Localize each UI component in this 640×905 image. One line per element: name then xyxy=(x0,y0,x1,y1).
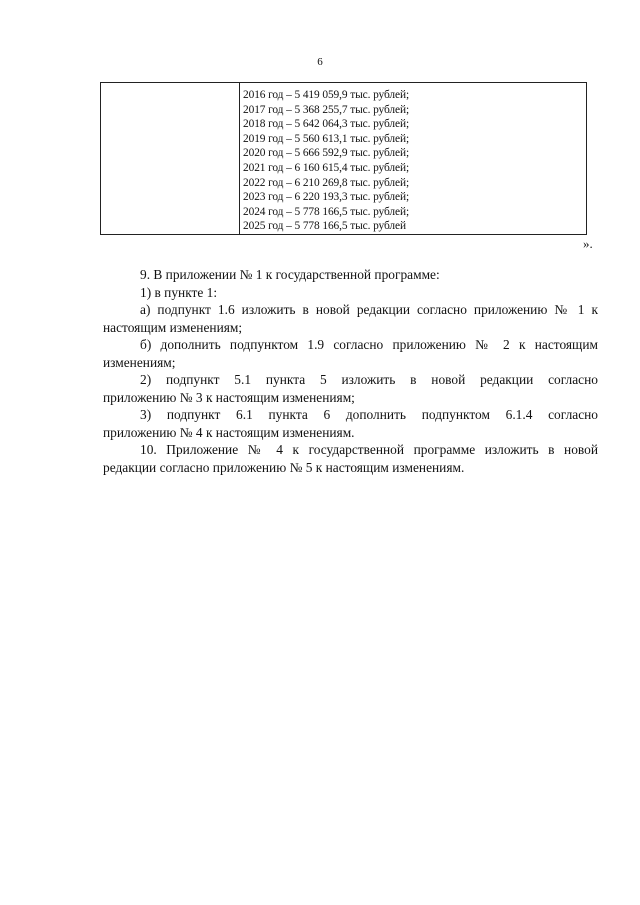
item-9-2-line-1: 2) подпункт 5.1 пункта 5 изложить в новой редакции согласно xyxy=(140,372,598,387)
item-9-1-b xyxy=(103,336,598,371)
funding-year-line: 2021 год – 6 160 615,4 тыс. рублей; xyxy=(243,161,410,174)
amendment-text xyxy=(103,266,598,476)
funding-year-line: 2019 год – 5 560 613,1 тыс. рублей; xyxy=(243,132,410,145)
funding-table-values-cell xyxy=(243,88,582,234)
item-9-2 xyxy=(103,371,598,406)
item-9-1-a-line-2: настоящим изменениям; xyxy=(103,319,243,335)
item-10-line-1: 10. Приложение № 4 к государственной программе изложить в новой xyxy=(140,442,598,457)
item-9-heading: 9. В приложении № 1 к государственной программе: xyxy=(140,267,440,282)
funding-year-line: 2020 год – 5 666 592,9 тыс. рублей; xyxy=(243,147,410,160)
funding-table-label-cell xyxy=(101,83,240,234)
item-9-2-line-2: приложению № 3 к настоящим изменениям; xyxy=(103,389,355,405)
funding-year-line: 2018 год – 5 642 064,3 тыс. рублей; xyxy=(243,118,410,131)
funding-year-line: 2023 год – 6 220 193,3 тыс. рублей; xyxy=(243,191,410,204)
funding-table xyxy=(100,82,587,235)
item-9-1-a-line-1: а) подпункт 1.6 изложить в новой редакции согласно приложению № 1 к xyxy=(140,302,598,317)
closing-quote: ». xyxy=(583,236,593,251)
item-9-1-b-line-1: б) дополнить подпунктом 1.9 согласно приложению № 2 к настоящим xyxy=(140,337,598,352)
funding-year-line: 2017 год – 5 368 255,7 тыс. рублей; xyxy=(243,103,410,116)
item-9-1-a xyxy=(103,301,598,336)
item-10 xyxy=(103,441,598,476)
item-9-3-line-1: 3) подпункт 6.1 пункта 6 дополнить подпунктом 6.1.4 согласно xyxy=(140,407,598,422)
funding-year-line: 2022 год – 6 210 269,8 тыс. рублей; xyxy=(243,176,410,189)
page-number: 6 xyxy=(317,56,323,68)
funding-year-line: 2016 год – 5 419 059,9 тыс. рублей; xyxy=(243,89,410,101)
item-9-3-line-2: приложению № 4 к настоящим изменениям. xyxy=(103,424,355,440)
funding-year-line: 2024 год – 5 778 166,5 тыс. рублей; xyxy=(243,205,410,218)
item-9-1: 1) в пункте 1: xyxy=(140,284,218,300)
item-9-1-b-line-2: изменениям; xyxy=(103,354,176,370)
item-10-line-2: редакции согласно приложению № 5 к настоящим изменениям. xyxy=(103,459,465,475)
item-9-3 xyxy=(103,406,598,441)
funding-year-line: 2025 год – 5 778 166,5 тыс. рублей xyxy=(243,220,406,233)
